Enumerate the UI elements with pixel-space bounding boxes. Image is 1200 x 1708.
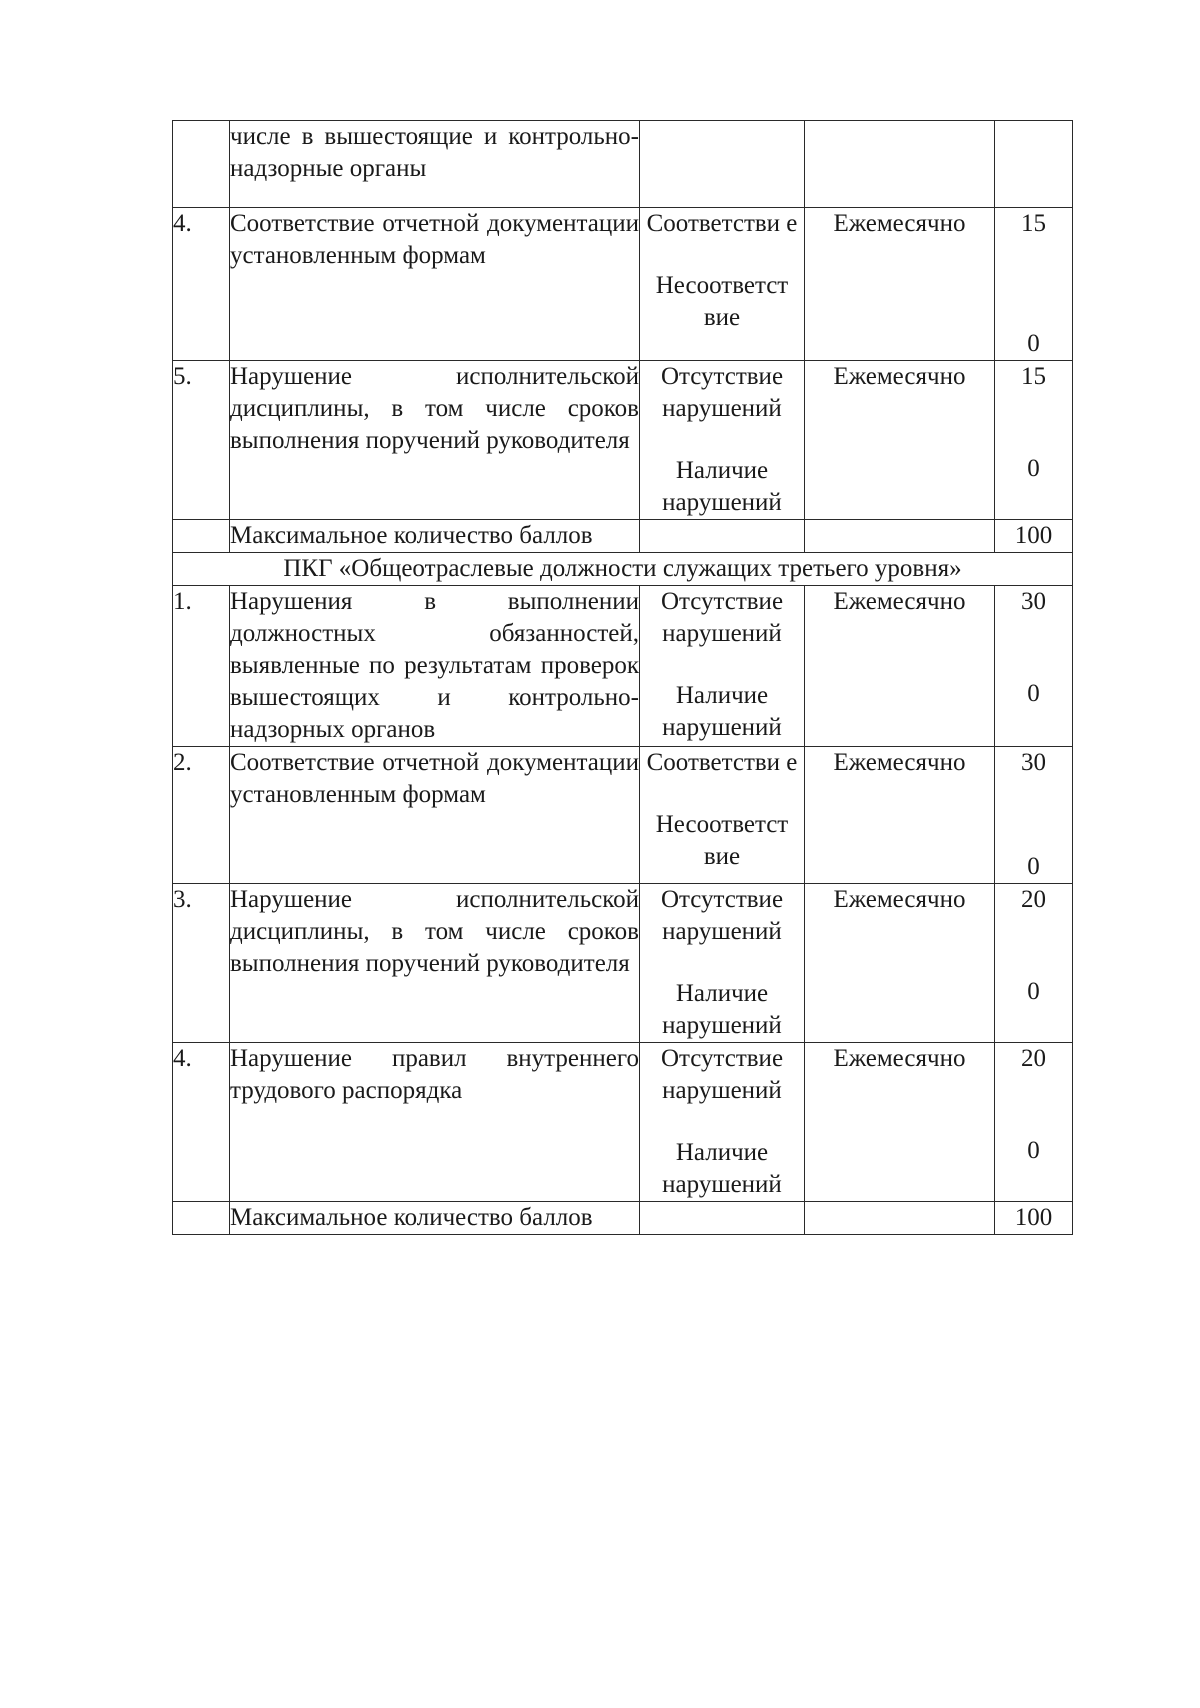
max-points-label: Максимальное количество баллов	[230, 520, 640, 553]
criterion-cell: Соответствие отчетной документации установленным формам	[230, 208, 640, 361]
row-number: 4.	[173, 208, 230, 361]
section-title: ПКГ «Общеотраслевые должности служащих третьего уровня»	[173, 553, 1073, 586]
points-value: 30	[1021, 588, 1046, 615]
period-cell: Ежемесячно	[805, 1043, 995, 1202]
value-cell	[640, 208, 805, 361]
value-option: Соответстви е	[646, 210, 798, 237]
points-cell	[995, 747, 1073, 884]
criterion-cell: Нарушение исполнительской дисциплины, в том числе сроков выполнения поручений руководителя	[230, 361, 640, 520]
points-value: 0	[1027, 853, 1040, 880]
value-cell	[640, 121, 805, 208]
points-value: 0	[1027, 330, 1040, 357]
max-points-value: 100	[995, 1202, 1073, 1235]
row-number: 4.	[173, 1043, 230, 1202]
criterion-cell: числе в вышестоящие и контрольно-надзорные органы	[230, 121, 640, 208]
table-row	[173, 586, 1073, 747]
criterion-cell: Нарушения в выполнении должностных обязанностей, выявленные по результатам проверок вышестоящих и контрольно-надзорных органов	[230, 586, 640, 747]
points-value: 30	[1021, 749, 1046, 776]
points-cell	[995, 361, 1073, 520]
value-option: Наличие нарушений	[662, 457, 782, 516]
value-option: Наличие нарушений	[662, 980, 782, 1039]
table-row	[173, 1202, 1073, 1235]
points-cell	[995, 208, 1073, 361]
row-number: 2.	[173, 747, 230, 884]
points-value: 20	[1021, 886, 1046, 913]
value-option: Соответстви е	[646, 749, 798, 776]
value-option: Отсутствие нарушений	[660, 363, 784, 422]
points-cell	[995, 121, 1073, 208]
section-header-row	[173, 553, 1073, 586]
points-value: 15	[1021, 363, 1046, 390]
row-number: 3.	[173, 884, 230, 1043]
num-cell	[173, 520, 230, 553]
period-cell	[805, 1202, 995, 1235]
criterion-cell: Нарушение правил внутреннего трудового распорядка	[230, 1043, 640, 1202]
points-value: 0	[1027, 1137, 1040, 1164]
period-cell: Ежемесячно	[805, 884, 995, 1043]
value-cell	[640, 361, 805, 520]
points-value: 0	[1027, 978, 1040, 1005]
points-cell	[995, 586, 1073, 747]
num-cell	[173, 1202, 230, 1235]
value-option: Наличие нарушений	[662, 1139, 782, 1198]
table-row	[173, 520, 1073, 553]
value-option: Отсутствие нарушений	[660, 1045, 784, 1104]
period-cell	[805, 520, 995, 553]
points-value: 0	[1027, 680, 1040, 707]
value-option: Отсутствие нарушений	[660, 886, 784, 945]
criteria-table	[172, 120, 1073, 1235]
criterion-cell: Соответствие отчетной документации установленным формам	[230, 747, 640, 884]
value-cell	[640, 747, 805, 884]
table-row	[173, 361, 1073, 520]
table-row	[173, 121, 1073, 208]
table-row	[173, 747, 1073, 884]
points-value: 15	[1021, 210, 1046, 237]
value-cell	[640, 520, 805, 553]
period-cell: Ежемесячно	[805, 208, 995, 361]
period-cell: Ежемесячно	[805, 361, 995, 520]
max-points-value: 100	[995, 520, 1073, 553]
num-cell	[173, 121, 230, 208]
row-number: 1.	[173, 586, 230, 747]
period-cell: Ежемесячно	[805, 586, 995, 747]
value-option: Несоответст вие	[655, 272, 789, 331]
value-option: Несоответст вие	[655, 811, 789, 870]
table-row	[173, 208, 1073, 361]
table-row	[173, 1043, 1073, 1202]
period-cell: Ежемесячно	[805, 747, 995, 884]
table-row	[173, 884, 1073, 1043]
value-cell	[640, 884, 805, 1043]
points-value: 20	[1021, 1045, 1046, 1072]
points-cell	[995, 884, 1073, 1043]
criterion-cell: Нарушение исполнительской дисциплины, в том числе сроков выполнения поручений руководителя	[230, 884, 640, 1043]
max-points-label: Максимальное количество баллов	[230, 1202, 640, 1235]
points-value: 0	[1027, 455, 1040, 482]
value-cell	[640, 1043, 805, 1202]
value-cell	[640, 1202, 805, 1235]
value-option: Отсутствие нарушений	[660, 588, 784, 647]
value-cell	[640, 586, 805, 747]
value-option: Наличие нарушений	[662, 682, 782, 741]
period-cell	[805, 121, 995, 208]
row-number: 5.	[173, 361, 230, 520]
points-cell	[995, 1043, 1073, 1202]
